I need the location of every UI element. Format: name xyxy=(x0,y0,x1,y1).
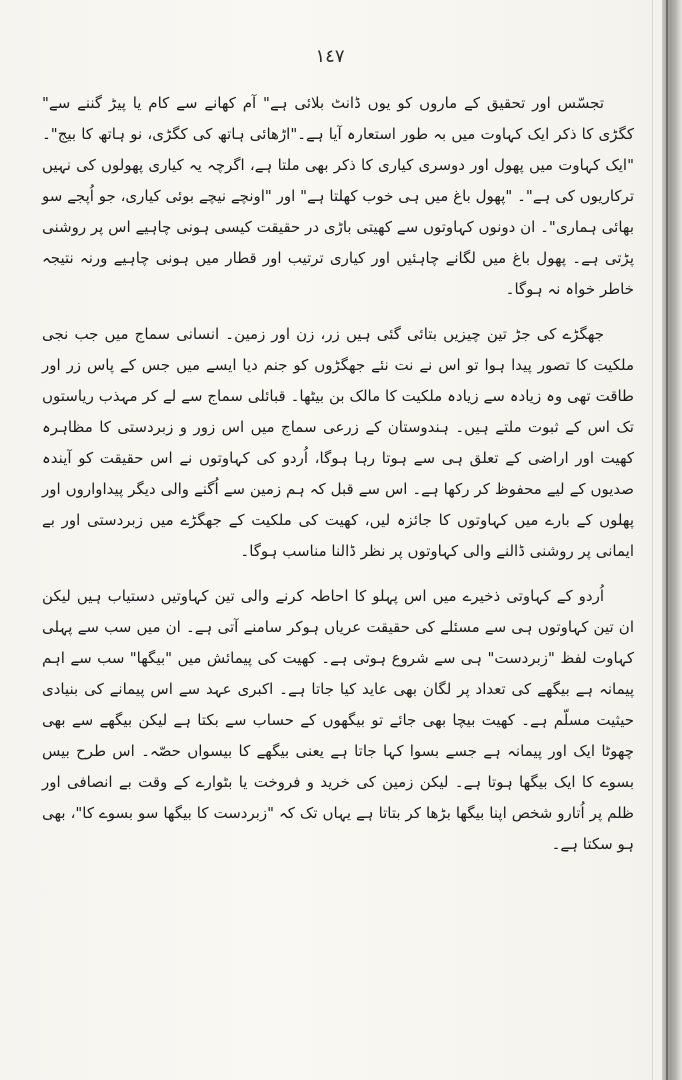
binding-edge xyxy=(662,0,682,1080)
body-text xyxy=(42,88,634,862)
page-fold-shadow xyxy=(652,0,653,1080)
paragraph-3: اُردو کے کہاوتی ذخیرے میں اس پہلو کا احاطہ کرنے والی تین کہاوتیں دستیاب ہیں لیکن ان تین کہاوتوں ہی سے مسئلے کی حقیقت عریاں ہوکر سامنے آتی ہے۔ ان میں سب سے پہلی کہاوت لفظ "زبردست" ہی سے شروع ہوتی ہے۔ کھیت کی پیمائش میں "بیگھا" سب سے اہم پیمانہ ہے بیگھے کی تعداد پر لگان بھی عاید کیا جاتا ہے۔ اکبری عہد سے اس پیمانے کی بنیادی حیثیت مسلّم ہے۔ کھیت بیچا بھی جائے تو بیگھوں کے حساب سے بکتا ہے لیکن بیگھے سے بھی چھوٹا ایک اور پیمانہ ہے جسے بسوا کہا جاتا ہے یعنی بیگھے کا بیسواں حصّہ۔ اس طرح بیس بسوے کا ایک بیگھا ہوتا ہے۔ لیکن زمین کی خرید و فروخت یا بٹوارے کے وقت بے انصافی اور ظلم پر اُتارو شخص اپنا بیگھا بڑھا کر بتاتا ہے یہاں تک کہ "زبردست کا بیگھا سو بسوے کا"، بھی ہو سکتا ہے۔ xyxy=(42,587,634,853)
paragraph-1: تجسّس اور تحقیق کے ماروں کو یوں ڈانٹ بلائی ہے" آم کھانے سے کام یا پیڑ گننے سے" کگڑی کا ذکر ایک کہاوت میں بہ طور استعارہ آیا ہے۔"اڑھائی ہاتھ کی کگڑی، نو ہاتھ کا بیج"۔ "ایک کہاوت میں پھول اور دوسری کیاری کا ذکر بھی ملتا ہے، اگرچہ یہ کیاری پھولوں کی نہیں ترکاریوں کی ہے"۔ "پھول باغ میں ہی خوب کھلتا ہے" اور "اونچے نیچے بوئی کیاری، جو اُپجے سو بھائی ہماری"۔ ان دونوں کہاوتوں سے کھیتی باڑی در حقیقت کیسی ہونی چاہیے اس پر روشنی پڑتی ہے۔ پھول باغ میں لگانے چاہئیں اور کیاری ترتیب اور قطار میں ہونی چاہیے ورنہ نتیجہ خاطر خواہ نہ ہوگا۔ xyxy=(42,94,634,298)
binding-edge-line xyxy=(666,0,668,1080)
page-number: ١٤٧ xyxy=(315,46,345,67)
paragraph-2: جھگڑے کی جڑ تین چیزیں بتائی گئی ہیں زر، زن اور زمین۔ انسانی سماج میں جب نجی ملکیت کا تصور پیدا ہوا تو اس نے نت نئے جھگڑوں کو جنم دیا ایسے میں جس کے پاس زر اور طاقت تھی وہ زیادہ سے زیادہ ملکیت کا مالک بن بیٹھا۔ قبائلی سماج سے لے کر مہذب ریاستوں تک اس کے ثبوت ملتے ہیں۔ ہندوستان کے زرعی سماج میں اس زور و زبردستی کا مظاہرہ کھیت اور اراضی کے تعلق ہی سے ہوتا رہا ہوگا، اُردو کی کہاوتوں نے اس حقیقت کو آیندہ صدیوں کے لیے محفوظ کر رکھا ہے۔ اس سے قبل کہ ہم زمین سے اُگنے والی دیگر پیداواروں اور پھلوں کے بارے میں کہاوتوں کا جائزہ لیں، کھیت کی ملکیت کے جھگڑے میں زبردستی اور بے ایمانی پر روشنی ڈالنے والی کہاوتوں پر نظر ڈالنا مناسب ہوگا۔ xyxy=(42,325,634,560)
